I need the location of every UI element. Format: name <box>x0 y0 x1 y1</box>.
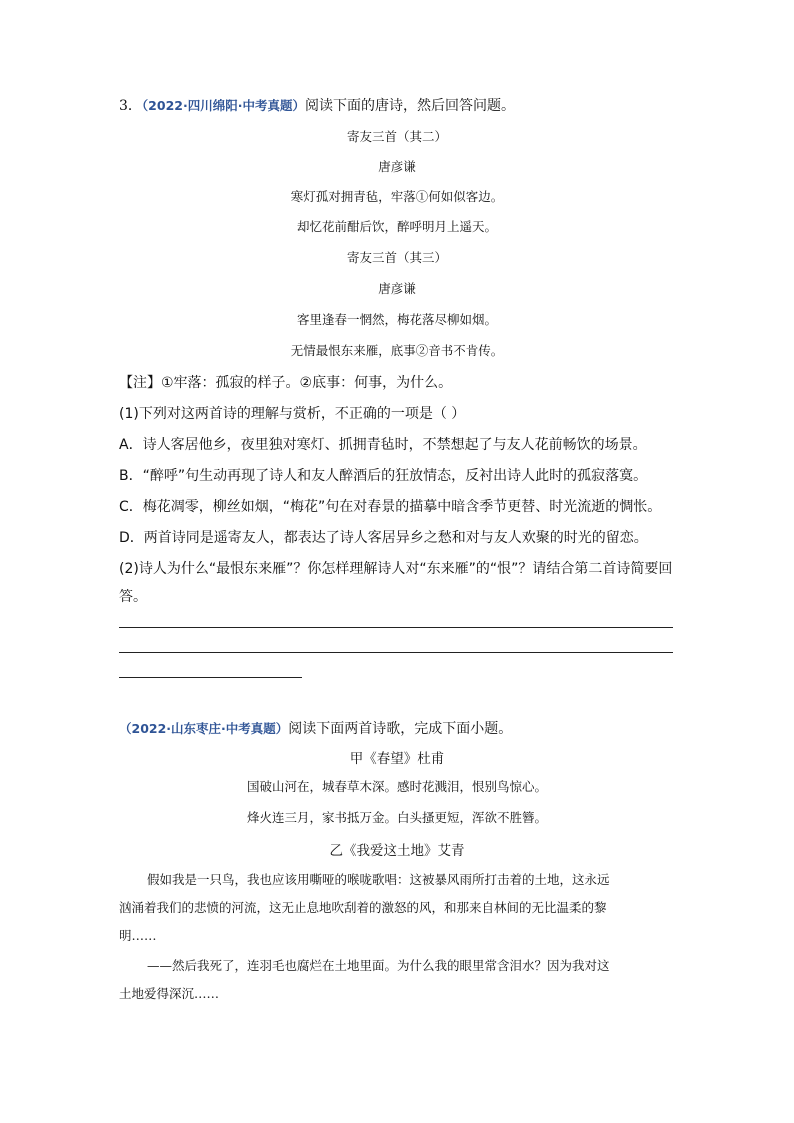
poem1-author: 唐彦谦 <box>378 159 416 174</box>
option-a: A．诗人客居他乡，夜里独对寒灯、抓拥青毡时，不禁想起了与友人花前畅饮的场景。 <box>119 437 647 453</box>
poemB-title: 乙《我爱这土地》艾青 <box>329 843 465 859</box>
poem1-line-1: 寒灯孤对拥青毡，牢落①何如似客边。 <box>290 189 504 204</box>
sub-question-1: (1)下列对这两首诗的理解与赏析，不正确的一项是（ ） <box>119 406 466 422</box>
poemA-title: 甲《春望》杜甫 <box>349 751 445 767</box>
question-source: （2022·山东枣庄·中考真题） <box>119 721 289 736</box>
poemB-para1-line-1: 假如我是一只鸟，我也应该用嘶哑的喉咙歌唱：这被暴风雨所打击着的土地，这永远 <box>147 872 610 887</box>
question-3-header <box>119 95 675 115</box>
poem1-line-2: 却忆花前酣后饮，醉呼明月上遥天。 <box>296 219 497 234</box>
poemA-line-2: 烽火连三月，家书抵万金。白头搔更短，浑欲不胜簪。 <box>246 810 547 825</box>
poem2-title: 寄友三首（其三） <box>346 250 447 265</box>
question-prompt: 阅读下面的唐诗，然后回答问题。 <box>304 98 515 114</box>
question-number: 3． <box>119 98 142 114</box>
poemB-para1-line-2: 汹涌着我们的悲愤的河流，这无止息地吹刮着的激怒的风，和那来自林间的无比温柔的黎 <box>119 900 607 915</box>
poem1-title: 寄友三首（其二） <box>346 129 447 144</box>
answer-line-2[interactable] <box>119 652 673 653</box>
poemB-para1-line-3: 明…… <box>119 928 157 943</box>
sub-question-2-line-2: 答。 <box>119 589 147 605</box>
option-c: C．梅花凋零，柳丝如烟，“梅花”句在对春景的描摹中暗含季节更替、时光流逝的惆怅。 <box>119 499 662 515</box>
answer-line-1[interactable] <box>119 627 673 628</box>
question-prompt: 阅读下面两首诗歌，完成下面小题。 <box>288 721 513 737</box>
question-4-header <box>119 718 675 738</box>
option-d: D．两首诗同是遥寄友人，都表达了诗人客居异乡之愁和对与友人欢聚的时光的留恋。 <box>119 530 648 546</box>
option-b: B．“醉呼”句生动再现了诗人和友人醉酒后的狂放情态，反衬出诗人此时的孤寂落寞。 <box>119 468 648 484</box>
annotation-note: 【注】①牢落：孤寂的样子。②底事：何事，为什么。 <box>119 375 453 391</box>
sub-question-2-line-1: (2)诗人为什么“最恨东来雁”？你怎样理解诗人对“东来雁”的“恨”？请结合第二首诗简要回 <box>119 561 673 577</box>
question-source: （2022·四川绵阳·中考真题） <box>141 98 305 113</box>
poem2-line-1: 客里逢春一惘然，梅花落尽柳如烟。 <box>296 312 497 327</box>
poem2-author: 唐彦谦 <box>378 281 416 296</box>
poemA-line-1: 国破山河在，城春草木深。感时花溅泪，恨别鸟惊心。 <box>246 779 547 794</box>
poem2-line-2: 无情最恨东来雁，底事②音书不肯传。 <box>290 343 504 358</box>
poemB-para2-line-1: ——然后我死了，连羽毛也腐烂在土地里面。为什么我的眼里常含泪水？因为我对这 <box>147 958 610 973</box>
poemB-para2-line-2: 土地爱得深沉…… <box>119 986 220 1001</box>
answer-line-3[interactable] <box>119 677 302 678</box>
